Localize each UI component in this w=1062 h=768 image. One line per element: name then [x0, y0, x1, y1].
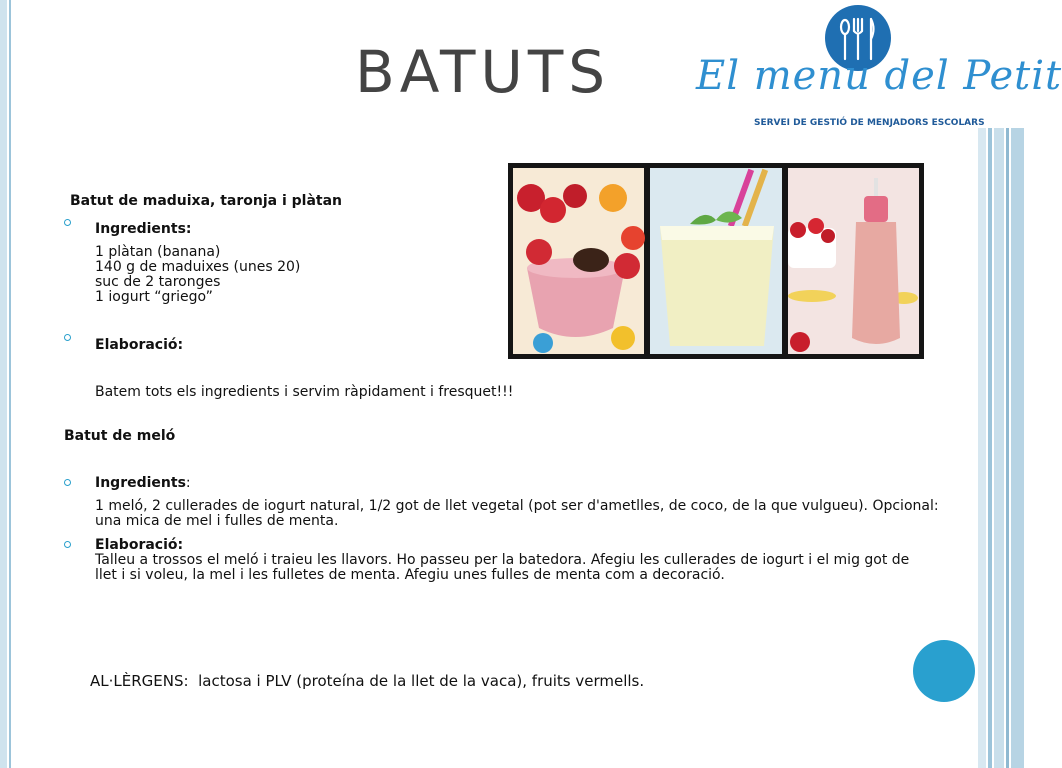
logo-subtitle: SERVEI DE GESTIÓ DE MENJADORS ESCOLARS — [754, 118, 985, 128]
allergens-label: AL·LÈRGENS: — [90, 672, 189, 690]
recipe2-ingredients-text: 1 meló, 2 cullerades de iogurt natural, 1/2 got de llet vegetal (pot ser d'ametlles, de coco, de la que vulgueu). Opcional: — [95, 498, 939, 514]
recipe2-ingredients-label: Ingredients — [95, 475, 186, 491]
recipe1-ingredient: suc de 2 taronges — [95, 274, 221, 290]
bullet-icon — [64, 541, 71, 548]
recipe1-title: Batut de maduixa, taronja i plàtan — [70, 193, 343, 209]
recipe1-elaboracio-text: Batem tots els ingredients i servim ràpidament i fresquet!!! — [95, 384, 514, 400]
recipe2-elaboracio-label: Elaboració: — [95, 537, 184, 553]
allergens-text: lactosa i PLV (proteína de la llet de la vaca), fruits vermells. — [198, 672, 645, 690]
logo-name: El menu del Petit — [696, 53, 1062, 99]
strawberry-milkshake-photo — [788, 168, 919, 354]
allergens-note — [90, 672, 644, 690]
bullet-icon — [64, 479, 71, 486]
recipe1-ingredient: 140 g de maduixes (unes 20) — [95, 259, 301, 275]
recipe1-ingredients-label: Ingredients: — [95, 221, 192, 237]
left-decor-bar — [0, 0, 7, 768]
recipe2-title: Batut de meló — [64, 428, 176, 444]
bullet-icon — [64, 334, 71, 341]
smoothie-photo — [508, 163, 924, 359]
recipe2-ingredients-text: una mica de mel i fulles de menta. — [95, 513, 339, 529]
logo — [694, 3, 1062, 133]
recipe2-elaboracio-text: Talleu a trossos el meló i traieu les llavors. Ho passeu per la batedora. Afegiu les cullerades de iogurt i el mig got de — [95, 552, 910, 568]
strawberry-smoothie-photo — [513, 168, 644, 354]
recipe1-ingredient: 1 plàtan (banana) — [95, 244, 221, 260]
recipe1-elaboracio-label: Elaboració: — [95, 337, 184, 353]
recipe1-ingredient: 1 iogurt “griego” — [95, 289, 213, 305]
decorative-circle — [913, 640, 975, 702]
recipe2-ingredients-heading — [95, 476, 191, 491]
recipe2-elaboracio-text: llet i si voleu, la mel i les fulletes de menta. Afegiu unes fulles de menta com a decoració. — [95, 567, 725, 583]
right-decor-stripes — [978, 128, 1024, 768]
left-decor-line — [9, 0, 11, 768]
melon-smoothie-photo — [650, 168, 781, 354]
bullet-icon — [64, 219, 71, 226]
recipe2-ingredients-colon: : — [185, 475, 191, 491]
page-title: BATUTS — [355, 38, 611, 106]
